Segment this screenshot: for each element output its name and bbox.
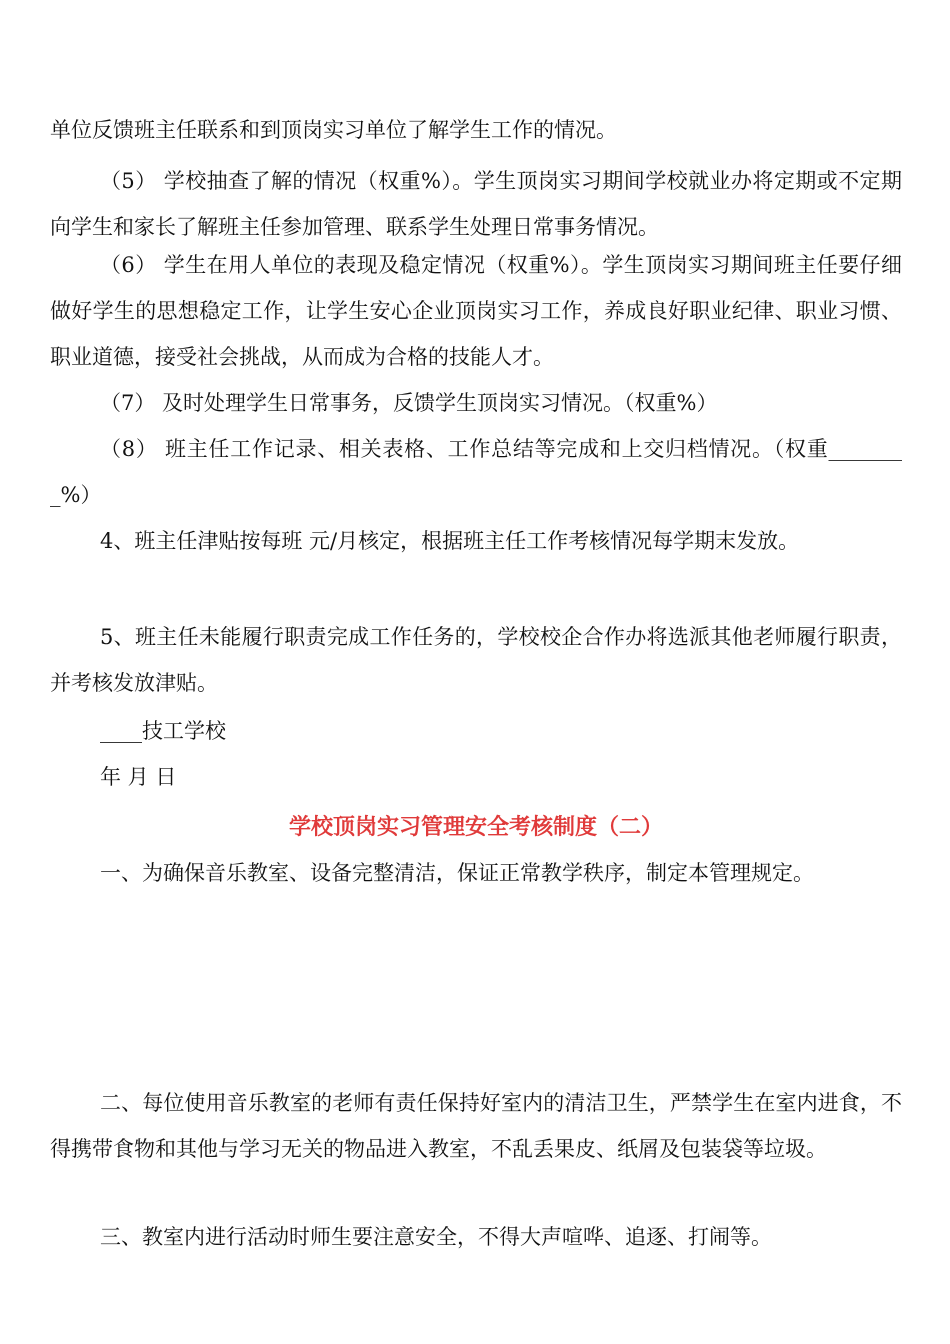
paragraph-subsidy: 4、班主任津贴按每班 元/月核定，根据班主任工作考核情况每学期末发放。 (100, 529, 800, 553)
paragraph-item-5: （5） 学校抽查了解的情况（权重%）。学生顶岗实习期间学校就业办将定期或不定期向学生和家长了解班主任参加管理、联系学生处理日常事务情况。 (50, 169, 902, 239)
rule-2: 二、每位使用音乐教室的老师有责任保持好室内的清洁卫生，严禁学生在室内进食，不得携带食物和其他与学习无关的物品进入教室，不乱丢果皮、纸屑及包装袋等垃圾。 (50, 1091, 902, 1161)
section-title: 学校顶岗实习管理安全考核制度（二） (288, 814, 663, 840)
paragraph-item-7: （7） 及时处理学生日常事务，反馈学生顶岗实习情况。（权重%） (100, 391, 718, 415)
paragraph-1: 单位反馈班主任联系和到顶岗实习单位了解学生工作的情况。 (50, 118, 617, 142)
paragraph-duty: 5、班主任未能履行职责完成工作任务的，学校校企合作办将选派其他老师履行职责，并考核发放津贴。 (50, 625, 902, 695)
rule-3: 三、教室内进行活动时师生要注意安全，不得大声喧哗、追逐、打闹等。 (100, 1225, 772, 1249)
paragraph-item-6: （6） 学生在用人单位的表现及稳定情况（权重%）。学生顶岗实习期间班主任要仔细做好学生的思想稳定工作，让学生安心企业顶岗实习工作，养成良好职业纪律、职业习惯、职业道德，接受社会挑战，从而成为合格的技能人才。 (50, 253, 902, 369)
paragraph-item-8: （8） 班主任工作记录、相关表格、工作总结等完成和上交归档情况。（权重________%） (50, 437, 902, 507)
school-signature: ____技工学校 (100, 719, 226, 743)
date-line: 年 月 日 (100, 765, 177, 789)
rule-1: 一、为确保音乐教室、设备完整清洁，保证正常教学秩序，制定本管理规定。 (100, 861, 814, 885)
